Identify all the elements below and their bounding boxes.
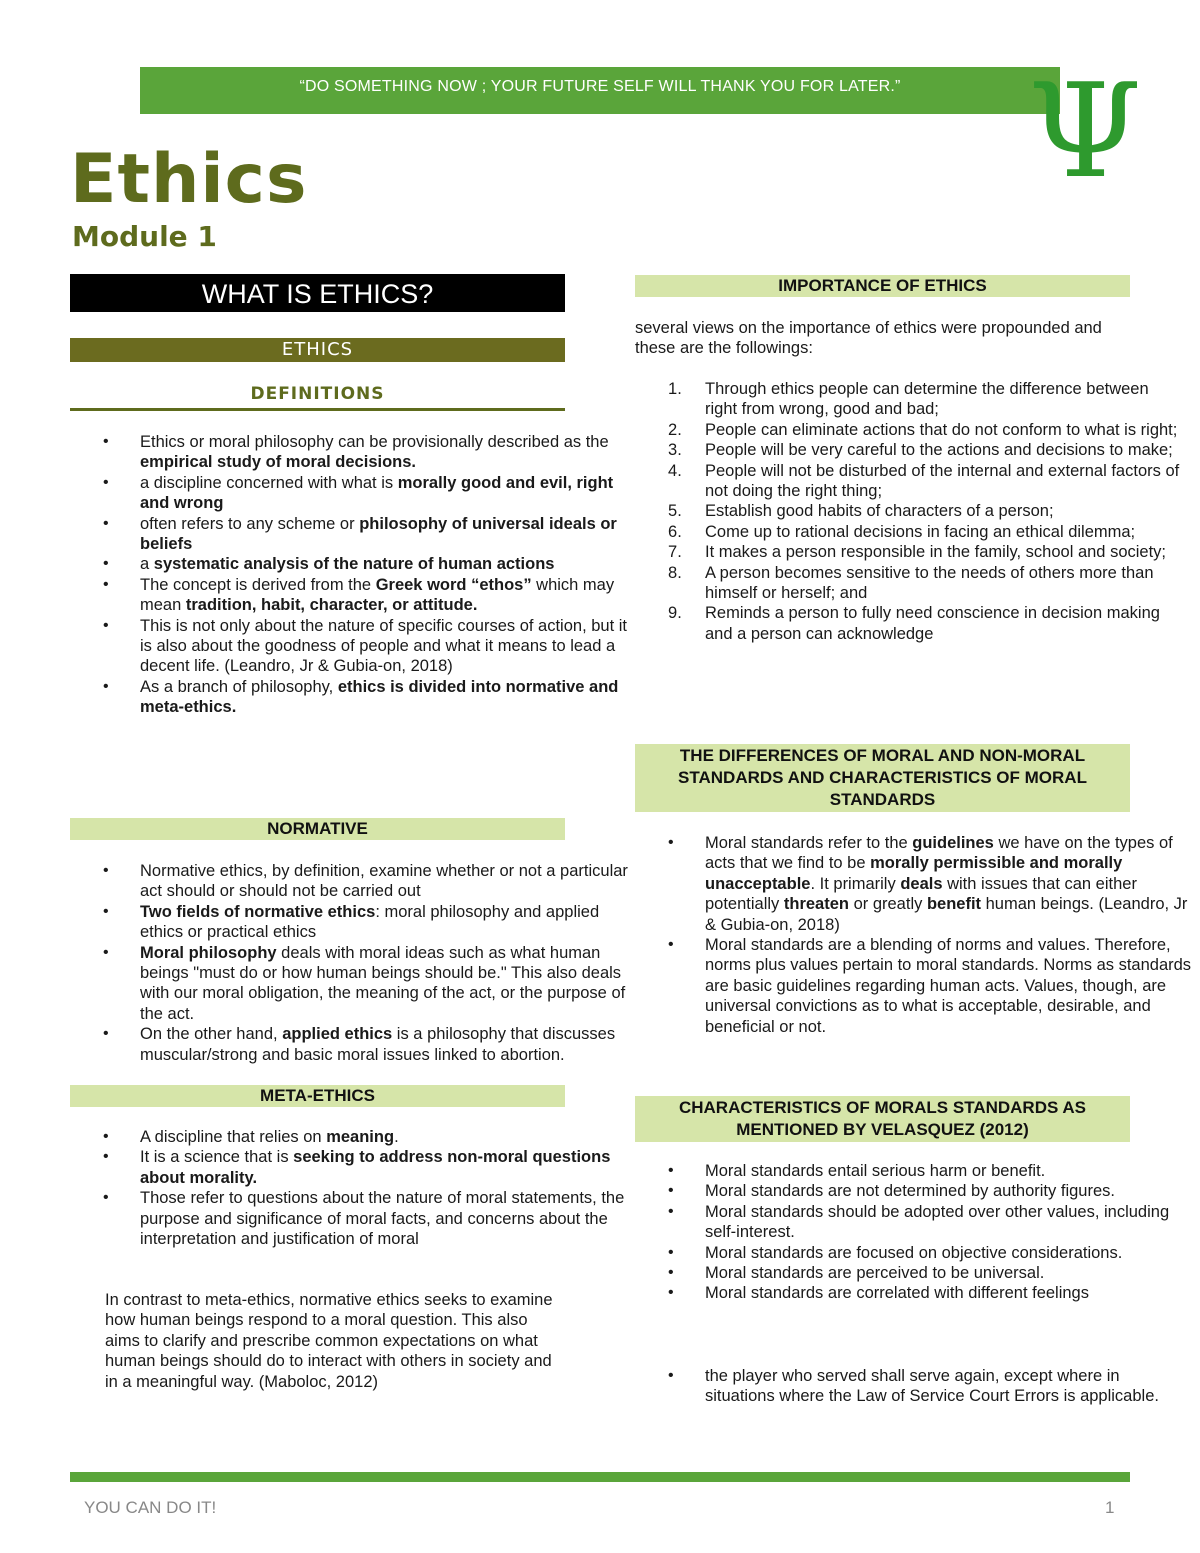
list-item: • Moral philosophy deals with moral ideas such as what human beings "must do or how human beings should be." This also deals with our moral obligation, the meaning of the act, or the purpose of the act. — [140, 943, 635, 1025]
list-item: • This is not only about the nature of specific courses of action, but it is also about the goodness of people and what it means to lead a decent life. (Leandro, Jr & Gubia-on, 2018) — [140, 616, 635, 677]
list-item: • It is a science that is seeking to address non-moral questions about morality. — [140, 1147, 635, 1188]
list-item: • a systematic analysis of the nature of human actions — [140, 554, 635, 574]
list-item: • a discipline concerned with what is morally good and evil, right and wrong — [140, 473, 635, 514]
extra-list — [635, 1366, 1185, 1407]
list-item: People will be very careful to the actions and decisions to make; — [705, 441, 1173, 460]
page-subtitle: Module 1 — [72, 220, 217, 253]
ethics-heading: ETHICS — [70, 338, 565, 362]
main-heading: WHAT IS ETHICS? — [70, 274, 565, 312]
list-item: • As a branch of philosophy, ethics is divided into normative and meta-ethics. — [140, 677, 635, 718]
normative-heading: NORMATIVE — [70, 818, 565, 840]
footer-motto: YOU CAN DO IT! — [84, 1498, 217, 1517]
list-item: • Normative ethics, by definition, examine whether or not a particular act should or should not be carried out — [140, 861, 635, 902]
list-item: • often refers to any scheme or philosophy of universal ideals or beliefs — [140, 514, 635, 555]
list-item: • Ethics or moral philosophy can be provisionally described as the empirical study of moral decisions. — [140, 432, 635, 473]
list-item: People can eliminate actions that do not conform to what is right; — [705, 420, 1178, 439]
importance-intro: several views on the importance of ethics were propounded and these are the followings: — [635, 319, 1102, 358]
list-item: Establish good habits of characters of a person; — [705, 502, 1054, 521]
importance-list — [635, 379, 1185, 644]
list-item: Through ethics people can determine the difference between right from wrong, good and bad; — [705, 380, 1149, 419]
list-item: • the player who served shall serve again, except where in situations where the Law of Service Court Errors is applicable. — [705, 1366, 1185, 1407]
list-item: • Moral standards are not determined by authority figures. — [705, 1181, 1200, 1201]
definitions-list — [70, 432, 635, 718]
list-item: • Moral standards are focused on objective considerations. — [705, 1243, 1200, 1263]
page-title: Ethics — [70, 140, 308, 219]
list-item: • Moral standards are perceived to be universal. — [705, 1263, 1200, 1283]
definitions-heading: DEFINITIONS — [70, 384, 565, 411]
contrast-paragraph: In contrast to meta-ethics, normative ethics seeks to examine how human beings respond to a moral question. This also aims to clarify and prescribe common expectations on what human beings should do to interact with others in society and in a meaningful way. (Maboloc, 2012) — [105, 1291, 553, 1391]
list-item: • Moral standards entail serious harm or benefit. — [705, 1161, 1200, 1181]
list-item: It makes a person responsible in the family, school and society; — [705, 543, 1167, 562]
list-item: • Moral standards should be adopted over other values, including self-interest. — [705, 1202, 1200, 1243]
list-item: People will not be disturbed of the internal and external factors of not doing the right thing; — [705, 461, 1180, 501]
psi-logo-icon: Ψ — [1028, 55, 1143, 207]
differences-heading: THE DIFFERENCES OF MORAL AND NON-MORAL STANDARDS AND CHARACTERISTICS OF MORAL STANDARDS — [635, 744, 1130, 812]
meta-ethics-heading: META-ETHICS — [70, 1085, 565, 1107]
list-item: • A discipline that relies on meaning. — [140, 1127, 635, 1147]
characteristics-heading: CHARACTERISTICS OF MORALS STANDARDS AS MENTIONED BY VELASQUEZ (2012) — [635, 1096, 1130, 1142]
list-item: • Those refer to questions about the nature of moral statements, the purpose and significance of moral facts, and concerns about the interpretation and justification of moral — [140, 1188, 635, 1249]
importance-heading: IMPORTANCE OF ETHICS — [635, 275, 1130, 297]
characteristics-list — [635, 1161, 1200, 1304]
list-item: • Moral standards are correlated with different feelings — [705, 1283, 1200, 1303]
list-item: • On the other hand, applied ethics is a philosophy that discusses muscular/strong and basic moral issues linked to abortion. — [140, 1024, 635, 1065]
list-item: Reminds a person to fully need conscience in decision making and a person can acknowledge — [705, 604, 1160, 643]
differences-list — [635, 833, 1195, 1037]
quote-banner: “DO SOMETHING NOW ; YOUR FUTURE SELF WILL THANK YOU FOR LATER.” — [140, 67, 1060, 114]
list-item: • Moral standards are a blending of norms and values. Therefore, norms plus values pertain to moral standards. Norms as standards are basic guidelines regarding human acts. Values, though, are universal convictions as to what is acceptable, desirable, and beneficial or not. — [705, 935, 1195, 1037]
page-number: 1 — [1105, 1498, 1115, 1517]
normative-list — [70, 861, 635, 1065]
list-item: Come up to rational decisions in facing an ethical dilemma; — [705, 522, 1136, 541]
list-item: • Two fields of normative ethics: moral philosophy and applied ethics or practical ethics — [140, 902, 635, 943]
meta-ethics-list — [70, 1127, 635, 1249]
list-item: A person becomes sensitive to the needs of others more than himself or herself; and — [705, 563, 1154, 603]
list-item: • The concept is derived from the Greek word “ethos” which may mean tradition, habit, character, or attitude. — [140, 575, 635, 616]
footer-divider — [70, 1472, 1130, 1482]
list-item: • Moral standards refer to the guidelines we have on the types of acts that we find to be morally permissible and morally unacceptable. It primarily deals with issues that can either potentially threaten or greatly benefit human beings. (Leandro, Jr & Gubia-on, 2018) — [705, 833, 1195, 935]
